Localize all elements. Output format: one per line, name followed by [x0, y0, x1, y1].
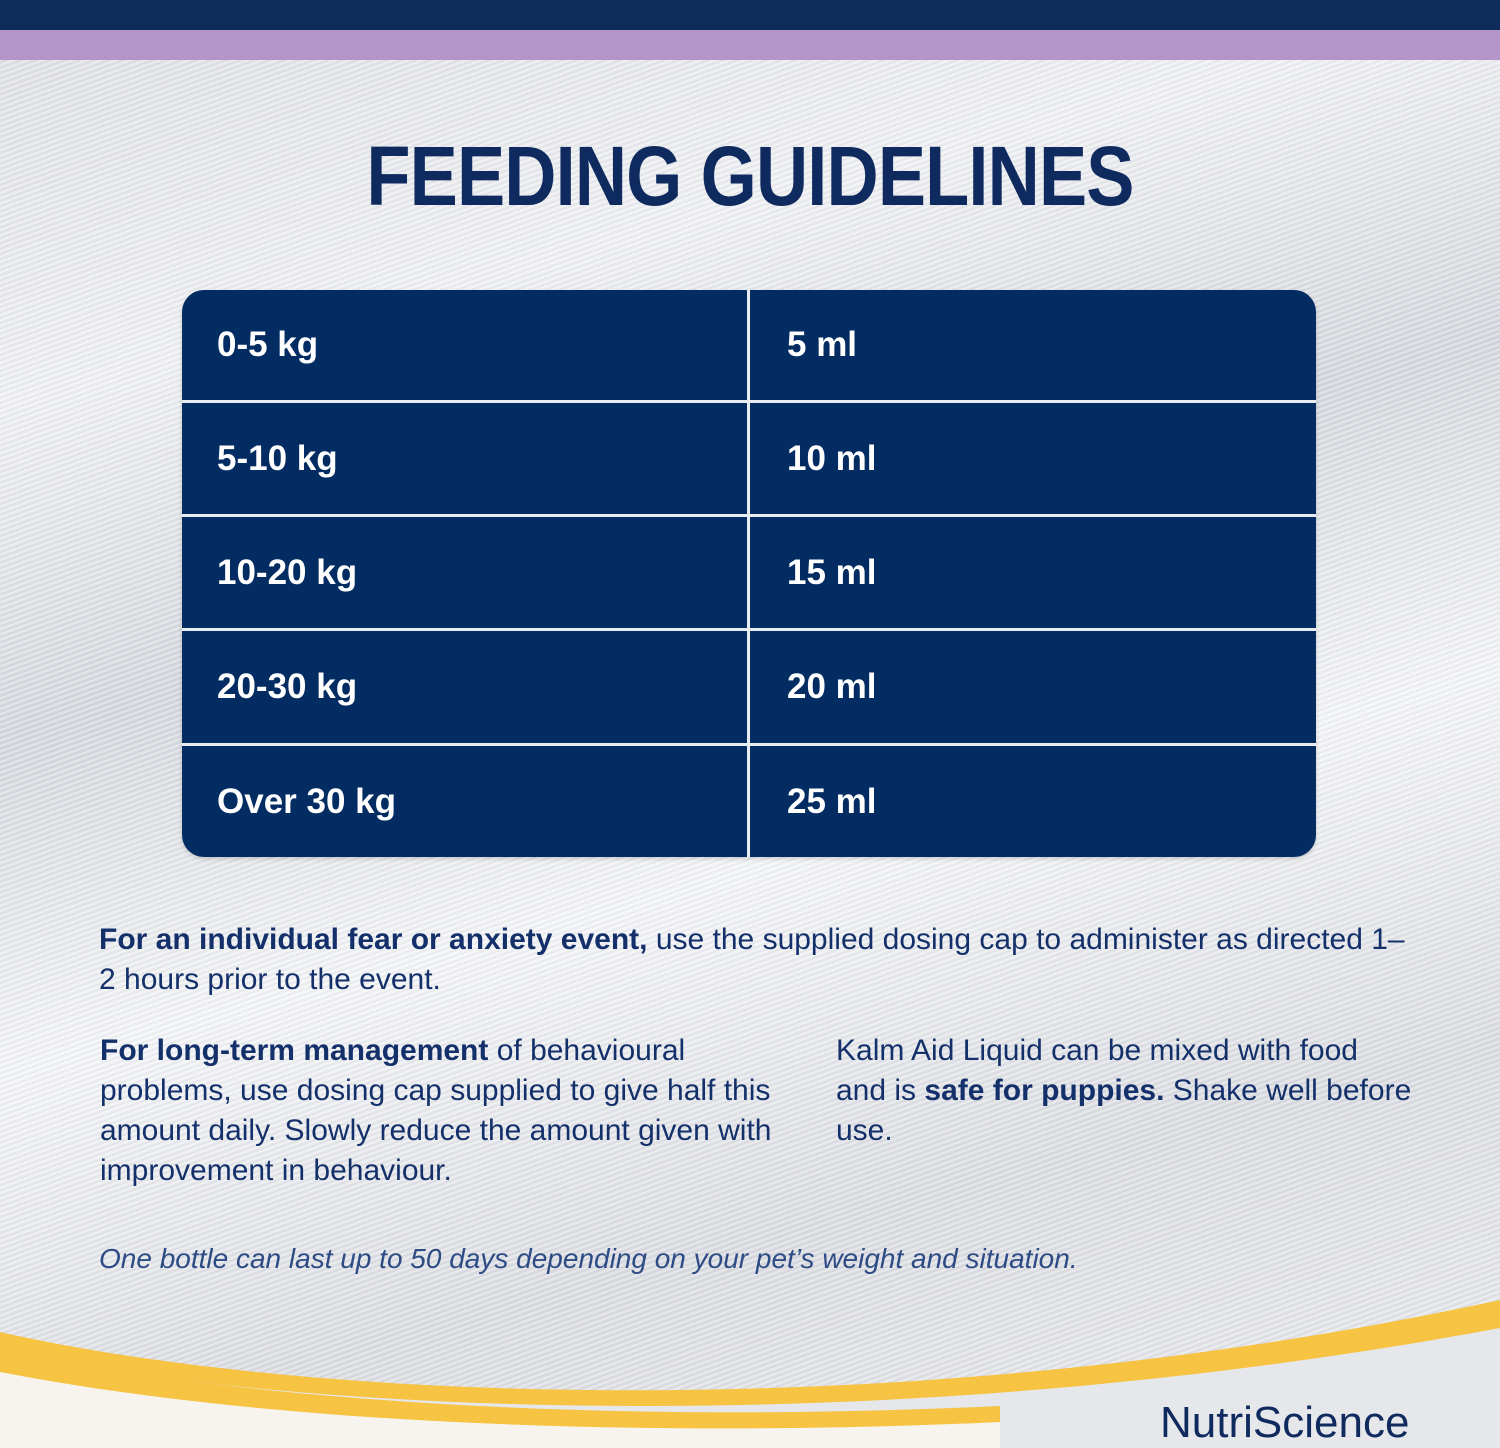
long-term-lead: For long-term management — [100, 1034, 489, 1067]
long-term-instructions — [100, 1031, 800, 1191]
bottle-duration-note: One bottle can last up to 50 days depending on your pet’s weight and situation. — [99, 1243, 1078, 1274]
single-event-text: use the supplied dosing cap to administer as directed 1–2 hours prior to the event. — [99, 923, 1405, 996]
single-event-lead: For an individual fear or anxiety event, — [99, 923, 648, 956]
page-title: FEEDING GUIDELINES — [366, 129, 1134, 223]
column-divider — [747, 290, 750, 857]
weight-cell: 10-20 kg — [217, 552, 358, 592]
amount-cell: 10 ml — [787, 438, 877, 478]
amount-cell: 15 ml — [787, 552, 877, 592]
weight-cell: Over 30 kg — [217, 781, 396, 821]
weight-cell: 5-10 kg — [217, 438, 338, 478]
mixing-text-end: Shake well before use. — [836, 1074, 1412, 1147]
amount-cell: 25 ml — [787, 781, 877, 821]
brand-logo-part1: Nutri — [1160, 1398, 1253, 1447]
brand-logo — [1160, 1398, 1409, 1448]
top-purple-stripe — [0, 30, 1500, 60]
puppy-safe-highlight: safe for puppies. — [924, 1074, 1165, 1107]
weight-cell: 0-5 kg — [217, 325, 319, 364]
brand-logo-part2: Science — [1252, 1398, 1410, 1447]
top-navy-stripe — [0, 0, 1500, 30]
amount-cell: 5 ml — [787, 325, 858, 364]
amount-cell: 20 ml — [787, 667, 877, 706]
mixing-text-start: Kalm Aid Liquid can be mixed with food and is — [836, 1034, 1358, 1107]
dosing-table — [182, 290, 1316, 857]
single-event-instructions — [99, 920, 1419, 1000]
weight-cell: 20-30 kg — [217, 667, 358, 706]
mixing-instructions — [836, 1031, 1416, 1151]
long-term-text: of behavioural problems, use dosing cap supplied to give half this amount daily. Slowly reduce the amount given with improvement in behaviour. — [100, 1034, 772, 1187]
